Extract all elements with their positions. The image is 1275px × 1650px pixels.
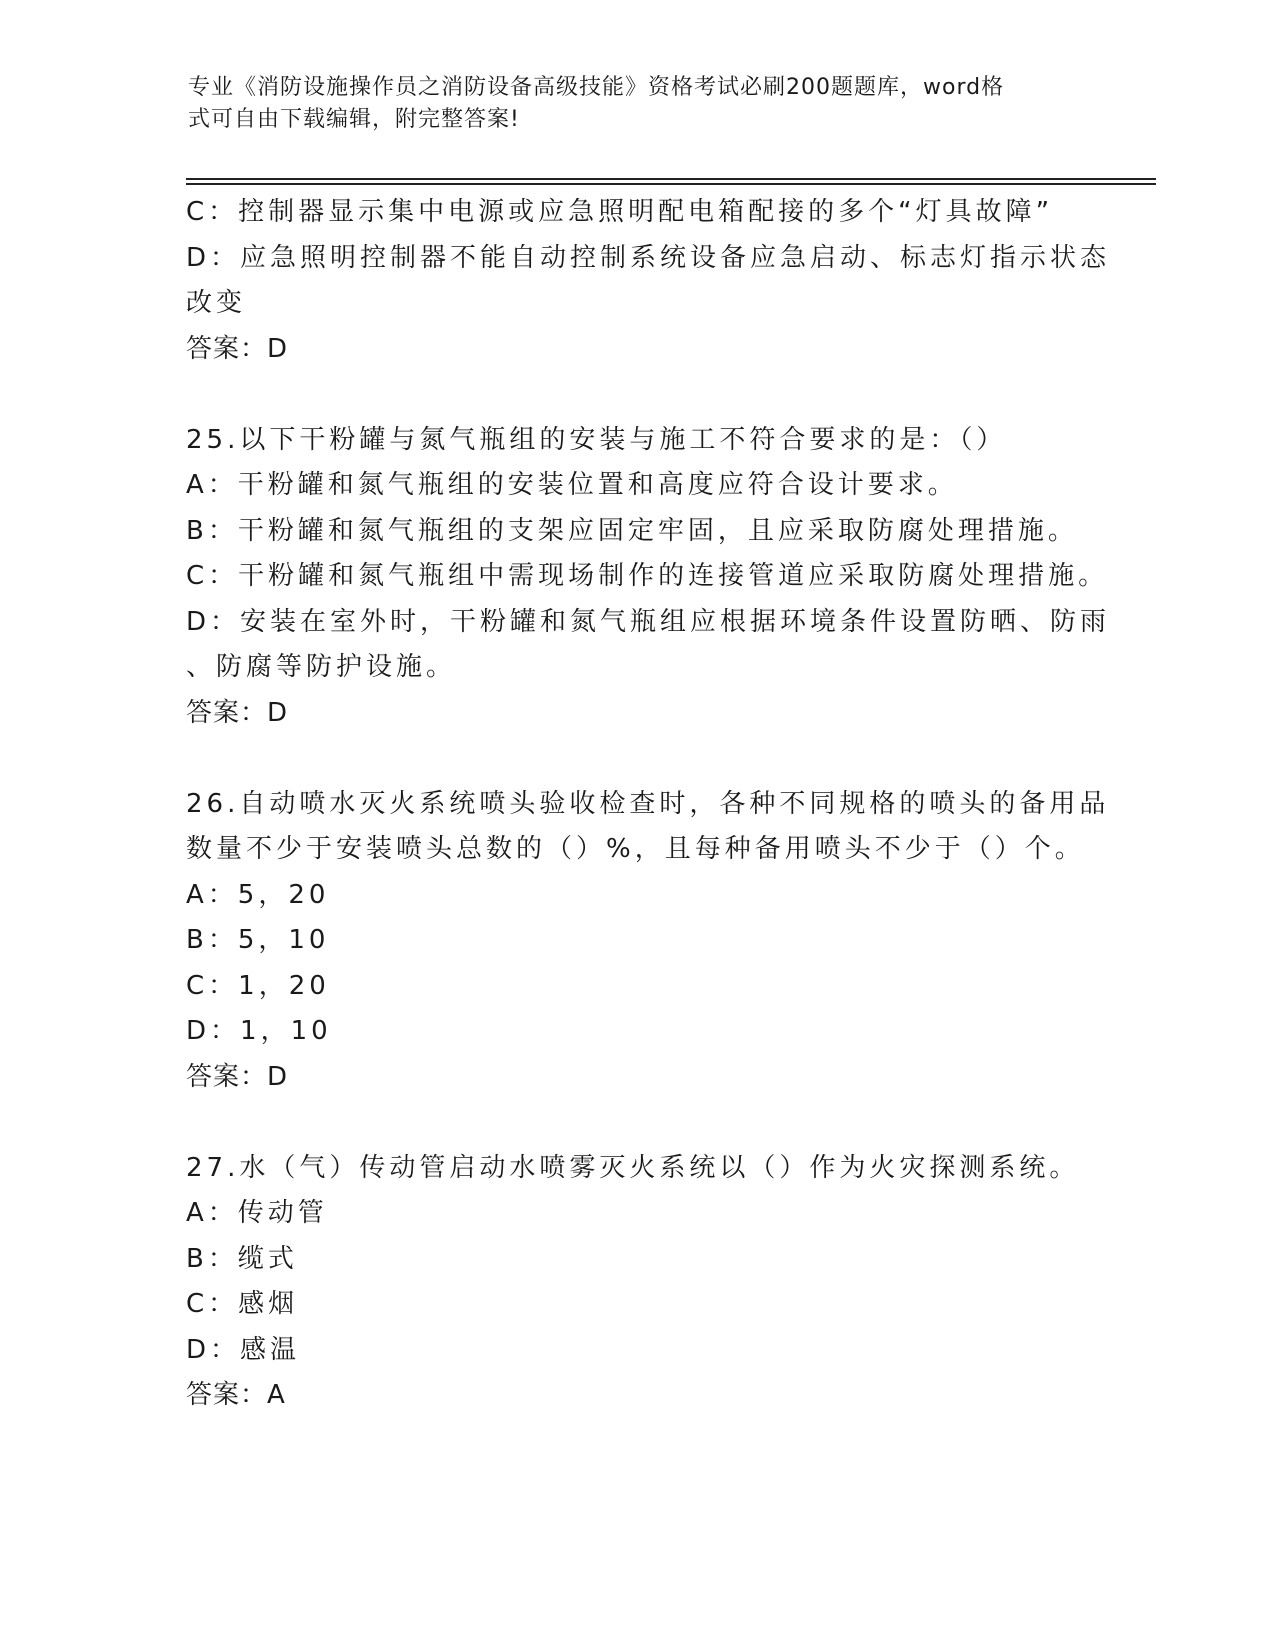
q26-option-d: D：1，10 xyxy=(186,1016,332,1046)
q26-question: 26.自动喷水灭火系统喷头验收检查时，各种不同规格的喷头的备用品 xyxy=(186,788,1110,819)
q26-option-c: C：1，20 xyxy=(186,970,330,1001)
spacer xyxy=(186,736,1086,782)
q25-option-d: D：安装在室外时，干粉罐和氮气瓶组应根据环境条件设置防晒、防雨 xyxy=(186,606,1111,637)
question-content xyxy=(186,190,1111,1419)
q25-option-a: A：干粉罐和氮气瓶组的安装位置和高度应符合设计要求。 xyxy=(186,470,958,500)
q27-option-d: D：感温 xyxy=(186,1334,301,1365)
q25-option-c: C：干粉罐和氮气瓶组中需现场制作的连接管道应采取防腐处理措施。 xyxy=(186,561,1109,591)
spacer xyxy=(186,1100,1086,1146)
document-header xyxy=(188,72,1068,136)
header-line-1: 专业《消防设施操作员之消防设备高级技能》资格考试必刷200题题库，word格 xyxy=(188,75,1005,100)
q27-answer: 答案：A xyxy=(186,1380,286,1410)
q24-option-d-cont: 改变 xyxy=(186,288,247,318)
spacer xyxy=(186,372,1086,418)
q25-option-b: B：干粉罐和氮气瓶组的支架应固定牢固，且应采取防腐处理措施。 xyxy=(186,515,1078,546)
q24-answer: 答案：D xyxy=(186,333,289,364)
q25-question: 25.以下干粉罐与氮气瓶组的安装与施工不符合要求的是：（） xyxy=(186,424,1007,455)
header-divider-bottom xyxy=(186,183,1156,185)
q27-question: 27.水（气）传动管启动水喷雾灭火系统以（）作为火灾探测系统。 xyxy=(186,1152,1080,1183)
q27-option-c: C：感烟 xyxy=(186,1289,299,1319)
q27-option-b: B：缆式 xyxy=(186,1243,298,1274)
q26-option-b: B：5，10 xyxy=(186,925,330,955)
header-line-2: 式可自由下载编辑，附完整答案! xyxy=(188,107,520,132)
q26-question-cont: 数量不少于安装喷头总数的（）%，且每种备用喷头不少于（）个。 xyxy=(186,834,1085,864)
q24-option-c: C：控制器显示集中电源或应急照明配电箱配接的多个“灯具故障” xyxy=(186,197,1054,227)
q25-option-d-cont: 、防腐等防护设施。 xyxy=(186,652,457,682)
header-divider-top xyxy=(186,178,1156,180)
q25-answer: 答案：D xyxy=(186,697,289,728)
q27-option-a: A：传动管 xyxy=(186,1198,328,1228)
q26-answer: 答案：D xyxy=(186,1061,289,1092)
q26-option-a: A：5，20 xyxy=(186,879,330,910)
q24-option-d: D：应急照明控制器不能自动控制系统设备应急启动、标志灯指示状态 xyxy=(186,242,1111,273)
